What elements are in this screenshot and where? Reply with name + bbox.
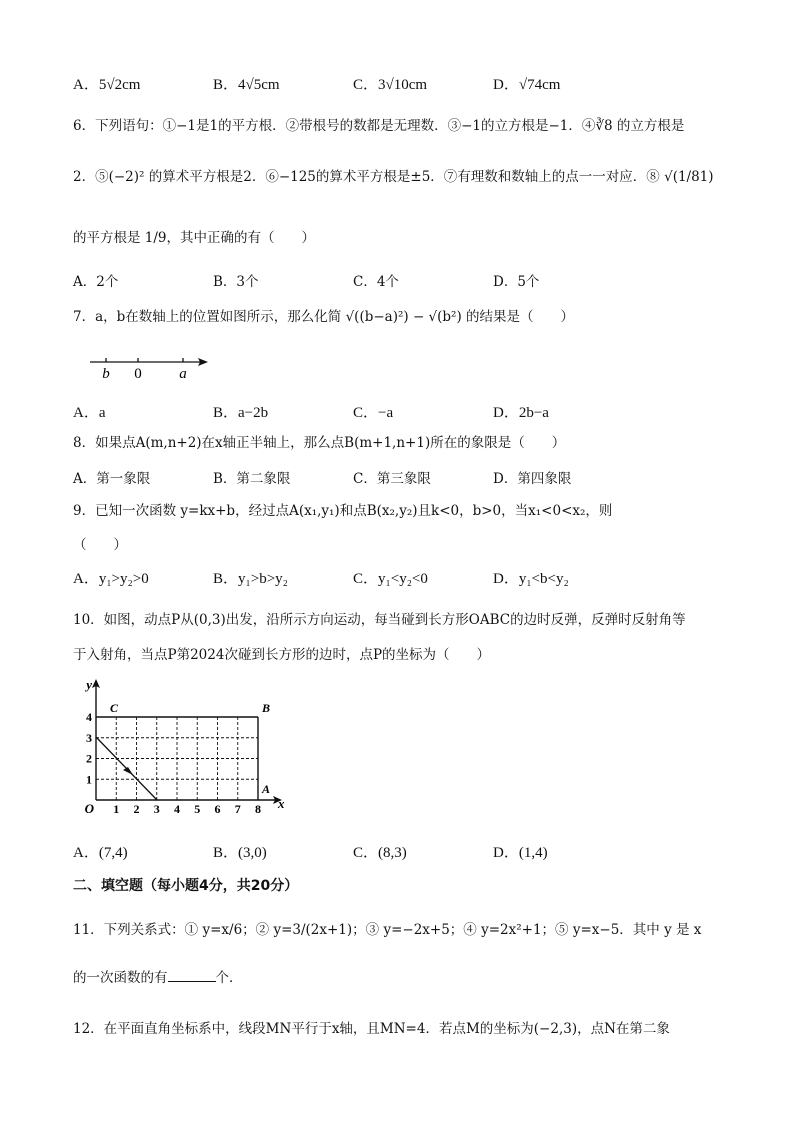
q10-line1: 10．如图，动点P从(0,3)出发，沿所示方向运动，每当碰到长方形OABC的边时反弹，反弹时反射角等 xyxy=(73,612,686,628)
q6-line2: 2．⑤(−2)² 的算术平方根是2．⑥−125的算术平方根是±5．⑦有理数和数轴上的点一一对应．⑧ √(1/81) xyxy=(73,169,714,185)
y-tick-label: 2 xyxy=(86,751,92,766)
q5-option-c[interactable]: C．3√10cm xyxy=(353,77,428,93)
q6-line1: 6．下列语句：①−1是1的平方根．②带根号的数都是无理数．③−1的立方根是−1．④∛8 的立方根是 xyxy=(73,118,685,134)
x-tick-label: 3 xyxy=(153,802,160,815)
label-b: b xyxy=(102,366,110,382)
corner-label-a: A xyxy=(262,782,271,796)
q7-option-c[interactable]: C．−a xyxy=(353,405,394,421)
axis-label-x: x xyxy=(278,796,285,811)
q9-option-b[interactable]: B．y₁>b>y₂ xyxy=(213,571,288,587)
q10-option-d[interactable]: D．(1,4) xyxy=(493,845,548,861)
x-tick-label: 7 xyxy=(234,802,241,815)
q8-option-a[interactable]: A．第一象限 xyxy=(73,471,151,487)
q7-option-a[interactable]: A．a xyxy=(73,405,106,421)
q6-options xyxy=(73,271,753,293)
x-tick-labels xyxy=(113,802,261,815)
q7-number-line xyxy=(86,350,216,384)
x-tick-label: 1 xyxy=(113,802,120,815)
q7-option-b[interactable]: B．a−2b xyxy=(213,405,269,421)
y-tick-label: 4 xyxy=(86,710,92,724)
q11-line2 xyxy=(73,967,243,988)
q11-text-before: 的一次函数的有 xyxy=(73,970,168,986)
q6-option-a[interactable]: A．2个 xyxy=(73,274,119,290)
q10-option-c[interactable]: C．(8,3) xyxy=(353,845,407,861)
q7-option-d[interactable]: D．2b−a xyxy=(493,405,549,421)
x-tick-label: 2 xyxy=(133,802,140,815)
q6-option-d[interactable]: D．5个 xyxy=(493,274,540,290)
q6-line3: 的平方根是 1/9，其中正确的有（ ） xyxy=(73,230,316,246)
q5-option-a[interactable]: A．5√2cm xyxy=(73,77,141,93)
q8-option-b[interactable]: B．第二象限 xyxy=(213,471,291,487)
q9-option-a[interactable]: A．y₁>y₂>0 xyxy=(73,571,149,587)
q8-stem: 8．如果点A(m,n+2)在x轴正半轴上，那么点B(m+1,n+1)所在的象限是（ ） xyxy=(73,435,566,451)
y-tick-labels xyxy=(86,710,92,786)
label-a: a xyxy=(179,366,187,382)
label-0: 0 xyxy=(134,366,142,382)
x-tick-label: 5 xyxy=(194,802,201,815)
q10-option-b[interactable]: B．(3,0) xyxy=(213,845,267,861)
y-tick-label: 3 xyxy=(86,730,92,745)
section-title: 二、填空题（每小题4分，共20分） xyxy=(73,878,299,894)
q9-options xyxy=(73,568,753,590)
q9-line1: 9．已知一次函数 y=kx+b，经过点A(x₁,y₁)和点B(x₂,y₂)且k<0，b>0，当x₁<0<x₂，则 xyxy=(73,503,613,519)
q11-line1: 11．下列关系式：① y=x/6；② y=3/(2x+1)；③ y=−2x+5；④ y=2x²+1；⑤ y=x−5．其中 y 是 x xyxy=(73,922,702,938)
corner-label-c: C xyxy=(110,701,119,715)
direction-arrow-icon xyxy=(123,767,133,775)
q7-stem: 7．a，b在数轴上的位置如图所示，那么化简 √((b−a)²) − √(b²) 的结果是（ ） xyxy=(73,309,575,325)
q10-option-a[interactable]: A．(7,4) xyxy=(73,845,128,861)
q8-options xyxy=(73,468,753,490)
corner-label-b: B xyxy=(262,701,271,715)
q5-options xyxy=(73,74,753,96)
q7-options xyxy=(73,402,753,424)
q8-option-d[interactable]: D．第四象限 xyxy=(493,471,572,487)
q11-answer-blank[interactable] xyxy=(168,967,216,982)
q5-option-b[interactable]: B．4√5cm xyxy=(213,77,280,93)
q10-grid xyxy=(96,717,258,800)
x-tick-label: 8 xyxy=(255,802,261,815)
axis-label-y: y xyxy=(86,677,92,692)
q5-option-d[interactable]: D．√74cm xyxy=(493,77,561,93)
q9-option-d[interactable]: D．y₁<b<y₂ xyxy=(493,571,569,587)
x-tick-label: 6 xyxy=(214,802,221,815)
q8-option-c[interactable]: C．第三象限 xyxy=(353,471,431,487)
q11-text-after: 个． xyxy=(215,970,243,986)
q9-line2: （ ） xyxy=(73,537,127,553)
q10-line2: 于入射角，当点P第2024次碰到长方形的边时，点P的坐标为（ ） xyxy=(73,647,491,663)
origin-label: O xyxy=(84,801,94,815)
q6-option-c[interactable]: C．4个 xyxy=(353,274,399,290)
q10-figure xyxy=(80,675,290,815)
y-tick-label: 1 xyxy=(86,772,92,787)
q10-options xyxy=(73,842,753,864)
q6-option-b[interactable]: B．3个 xyxy=(213,274,259,290)
x-tick-label: 4 xyxy=(174,802,180,815)
q12-line1: 12．在平面直角坐标系中，线段MN平行于x轴，且MN=4．若点M的坐标为(−2,3)，点N在第二象 xyxy=(73,1021,670,1037)
q9-option-c[interactable]: C．y₁<y₂<0 xyxy=(353,571,428,587)
